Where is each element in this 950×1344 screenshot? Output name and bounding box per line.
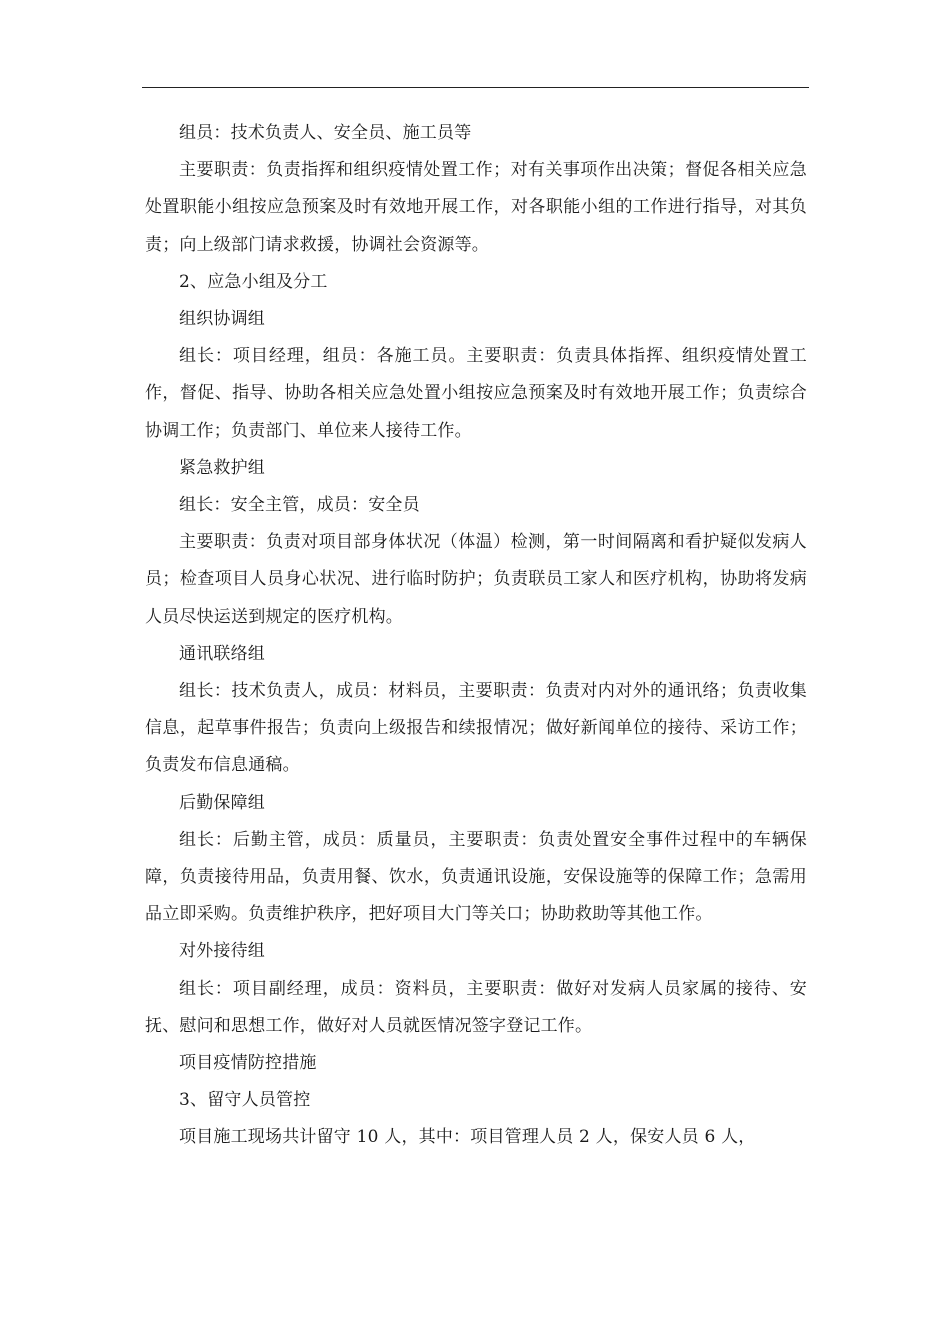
section-heading-emergency-groups: 2、应急小组及分工 <box>179 271 328 292</box>
main-duties-paragraph: 主要职责：负责指挥和组织疫情处置工作；对有关事项作出决策；督促各相关应急处置职能小组按应急预案及时有效地开展工作，对各职能小组的工作进行指导，对其负责；向上级部门请求救援，协调社会资源等。 <box>145 160 807 255</box>
header-rule <box>142 87 809 88</box>
group-title-coordination: 组织协调组 <box>179 309 265 330</box>
member-line: 组员：技术负责人、安全员、施工员等 <box>179 123 472 143</box>
group-title-reception: 对外接待组 <box>179 941 265 962</box>
communication-group-paragraph: 组长：技术负责人，成员：材料员，主要职责：负责对内对外的通讯络；负责收集信息，起草事件报告；负责向上级报告和续报情况；做好新闻单位的接待、采访工作；负责发布信息通稿。 <box>145 681 807 776</box>
section-heading-prevention-measures: 项目疫情防控措施 <box>179 1053 317 1074</box>
section-heading-staff-control: 3、留守人员管控 <box>179 1090 311 1111</box>
rescue-group-leader-line: 组长：安全主管，成员：安全员 <box>179 495 420 516</box>
group-title-logistics: 后勤保障组 <box>179 792 265 813</box>
logistics-group-paragraph: 组长：后勤主管，成员：质量员，主要职责：负责处置安全事件过程中的车辆保障，负责接待用品，负责用餐、饮水，负责通讯设施，安保设施等的保障工作；急需用品立即采购。负责维护秩序，把好项目大门等关口；协助救助等其他工作。 <box>145 829 807 925</box>
group-title-communication: 通讯联络组 <box>179 643 265 664</box>
reception-group-paragraph: 组长：项目副经理，成员：资料员，主要职责：做好对发病人员家属的接待、安抚、慰问和思想工作，做好对人员就医情况签字登记工作。 <box>145 978 807 1036</box>
document-body <box>145 115 807 1157</box>
staff-control-paragraph: 项目施工现场共计留守 10 人，其中：项目管理人员 2 人，保安人员 6 人， <box>179 1127 756 1148</box>
rescue-group-duties-paragraph: 主要职责：负责对项目部身体状况（体温）检测，第一时间隔离和看护疑似发病人员；检查项目人员身心状况、进行临时防护；负责联员工家人和医疗机构，协助将发病人员尽快运送到规定的医疗机构。 <box>145 532 807 627</box>
coordination-group-paragraph: 组长：项目经理，组员：各施工员。主要职责：负责具体指挥、组织疫情处置工作，督促、指导、协助各相关应急处置小组按应急预案及时有效地开展工作；负责综合协调工作；负责部门、单位来人接待工作。 <box>145 346 807 441</box>
group-title-rescue: 紧急救护组 <box>179 457 265 478</box>
